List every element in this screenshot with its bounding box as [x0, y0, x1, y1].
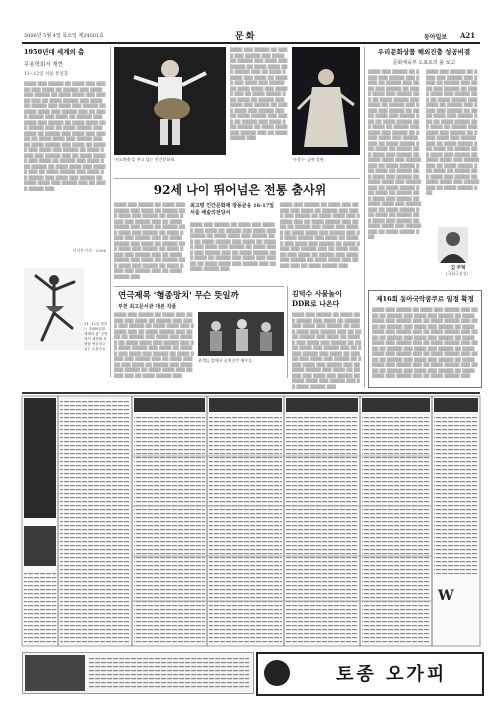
main-story-headline: 92세 나이 뛰어넘은 전통 춤사위: [153, 183, 327, 197]
header-section: 문화: [235, 32, 257, 42]
ballet-dancer-figure: [24, 268, 84, 350]
bottom-left-ads-pattern: [23, 653, 253, 693]
left-column-body: ▒▒▒▒ ▒▒▒ ▒▒▒▒▒ ▒▒ ▒▒▒▒ ▒▒▒ ▒▒▒▒▒ ▒▒▒ ▒▒▒▒ ▒▒ ▒▒▒▒▒ ▒▒▒ ▒▒▒▒ ▒▒▒ ▒▒▒▒▒ ▒▒ ▒▒▒▒ ▒▒▒▒ ▒▒▒ ▒▒▒▒▒ ▒▒▒ ▒▒ ▒▒▒▒ ▒▒▒▒▒ ▒▒▒ ▒▒▒▒ ▒▒ ▒▒▒▒▒ ▒▒▒ ▒▒▒▒ ▒▒▒ ▒▒▒▒▒ ▒▒ ▒▒▒▒ ▒▒▒▒ ▒▒▒ ▒▒▒▒▒ ▒▒▒ ▒▒ ▒▒▒▒ ▒▒▒▒▒ ▒▒▒ ▒▒▒▒ ▒▒ ▒▒▒▒▒ ▒▒▒ ▒▒▒▒ ▒▒▒ ▒▒▒▒▒ ▒▒ ▒▒▒▒ ▒▒▒▒ ▒▒▒ ▒▒▒▒▒ ▒▒▒ ▒▒ ▒▒▒▒ ▒▒▒▒▒ ▒▒▒ ▒▒▒▒ ▒▒ ▒▒▒▒▒ ▒▒▒ ▒▒▒▒ ▒▒▒ ▒▒▒▒▒ ▒▒ ▒▒▒▒ ▒▒▒▒ ▒▒▒ ▒▒▒▒▒ ▒▒▒ ▒▒ ▒▒▒▒ ▒▒▒▒▒ ▒▒▒ ▒▒▒▒ ▒▒ ▒▒▒▒▒ ▒▒▒ ▒▒▒▒ ▒▒▒ ▒▒▒▒▒ ▒▒ ▒▒▒▒ ▒▒▒▒ ▒▒▒ ▒▒▒▒▒ ▒▒▒ ▒▒ ▒▒▒▒ ▒▒▒▒▒ ▒▒▒ ▒▒▒▒ ▒▒ ▒▒▒▒▒ ▒▒▒ ▒▒▒▒ ▒▒▒ ▒▒▒▒▒ ▒▒ ▒▒▒▒ ▒▒▒▒ ▒▒▒ ▒▒▒▒▒ ▒▒▒ ▒▒ ▒▒▒▒ ▒▒▒▒▒ ▒▒▒ ▒▒▒▒ ▒▒ ▒▒▒▒▒ ▒▒▒ ▒▒▒▒ ▒▒▒ ▒▒▒▒▒ ▒▒ ▒▒▒▒ ▒▒▒▒ ▒▒▒ ▒▒▒▒▒ ▒▒▒ ▒▒ ▒▒▒▒ ▒▒▒▒▒ ▒▒▒: [24, 81, 106, 191]
ballet-photo-caption: 11∼12일 열리는 '1950년대 세계의 춤' 공연에서 재현될 작품을 연습하고 있는 무용수들.: [84, 322, 108, 351]
ad-side-mark: W: [438, 588, 454, 604]
theater-actors-figure: [198, 312, 284, 356]
right-column-divider: [364, 47, 365, 387]
main-story-column-1: ▒▒▒▒ ▒▒▒ ▒▒▒▒▒ ▒▒ ▒▒▒▒ ▒▒▒ ▒▒▒▒▒ ▒▒▒ ▒▒▒▒ ▒▒ ▒▒▒▒▒ ▒▒▒ ▒▒▒▒ ▒▒▒ ▒▒▒▒▒ ▒▒ ▒▒▒▒ ▒▒▒▒ ▒▒▒ ▒▒▒▒▒ ▒▒▒ ▒▒ ▒▒▒▒ ▒▒▒▒▒ ▒▒▒ ▒▒▒▒ ▒▒ ▒▒▒▒▒ ▒▒▒ ▒▒▒▒ ▒▒▒ ▒▒▒▒▒ ▒▒ ▒▒▒▒ ▒▒▒▒ ▒▒▒ ▒▒▒▒▒ ▒▒▒ ▒▒ ▒▒▒▒ ▒▒▒▒▒ ▒▒▒ ▒▒▒▒ ▒▒ ▒▒▒▒▒ ▒▒▒ ▒▒▒▒ ▒▒▒ ▒▒▒▒▒ ▒▒ ▒▒▒▒ ▒▒▒▒ ▒▒▒ ▒▒▒▒▒ ▒▒▒ ▒▒ ▒▒▒▒ ▒▒▒▒▒ ▒▒▒ ▒▒▒▒ ▒▒ ▒▒▒▒▒ ▒▒▒ ▒▒▒▒ ▒▒▒ ▒▒▒▒▒ ▒▒ ▒▒▒▒ ▒▒▒▒ ▒▒▒ ▒▒▒▒▒ ▒▒▒ ▒▒ ▒▒▒▒ ▒▒▒▒▒ ▒▒▒: [114, 202, 185, 279]
drum-photo-caption: '진도북춤'을 추고 있는 인간문화재.: [114, 157, 176, 162]
left-column-byline: 이지은기자 · 2006: [72, 248, 106, 253]
theater-story-headline: 연극제목 '형종망치' 무슨 뜻일까: [118, 291, 239, 301]
theater-photo: [198, 312, 284, 356]
stage-performer-figure: [292, 47, 360, 155]
left-column: [24, 47, 106, 254]
competition-box: [368, 290, 482, 388]
stage-photo-caption: '무목수' 공연 장면.: [292, 157, 326, 162]
stage-performance-photo: [292, 47, 360, 155]
header-rule: [22, 42, 480, 44]
left-column-note: 11∼12일 서울 통일홀: [24, 72, 69, 77]
classified-ads-grid: [22, 396, 480, 646]
bottom-left-ads: [22, 652, 254, 694]
left-column-subtitle: 무용학회서 재현: [24, 62, 63, 68]
ddr-story-divider: [287, 286, 288, 378]
main-story-column-2: ▒▒▒▒ ▒▒▒ ▒▒▒▒▒ ▒▒ ▒▒▒▒ ▒▒▒ ▒▒▒▒▒ ▒▒▒ ▒▒▒▒ ▒▒ ▒▒▒▒▒ ▒▒▒ ▒▒▒▒ ▒▒▒ ▒▒▒▒▒ ▒▒ ▒▒▒▒ ▒▒▒▒ ▒▒▒ ▒▒▒▒▒ ▒▒▒ ▒▒ ▒▒▒▒ ▒▒▒▒▒ ▒▒▒ ▒▒▒▒ ▒▒ ▒▒▒▒▒ ▒▒▒ ▒▒▒▒ ▒▒▒ ▒▒▒▒▒ ▒▒ ▒▒▒▒ ▒▒▒▒ ▒▒▒ ▒▒▒▒▒ ▒▒▒ ▒▒ ▒▒▒▒ ▒▒▒▒▒ ▒▒▒ ▒▒▒▒ ▒▒ ▒▒▒▒▒ ▒▒▒ ▒▒▒▒ ▒▒▒ ▒▒▒▒▒ ▒▒ ▒▒▒▒ ▒▒▒▒ ▒▒▒ ▒▒▒▒▒ ▒▒▒ ▒▒ ▒▒▒▒ ▒▒▒▒▒ ▒▒▒: [190, 222, 276, 271]
theater-photo-caption: 관객들 앞에서 공연중인 배우들.: [198, 358, 254, 363]
bottom-banner-ad: [256, 652, 484, 696]
header-page-number: A21: [460, 31, 476, 40]
top-middle-text: ▒▒▒▒ ▒▒▒ ▒▒▒▒▒ ▒▒ ▒▒▒▒ ▒▒▒ ▒▒▒▒▒ ▒▒▒ ▒▒▒▒ ▒▒ ▒▒▒▒▒ ▒▒▒ ▒▒▒▒ ▒▒▒ ▒▒▒▒▒ ▒▒ ▒▒▒▒ ▒▒▒▒ ▒▒▒ ▒▒▒▒▒ ▒▒▒ ▒▒ ▒▒▒▒ ▒▒▒▒▒ ▒▒▒ ▒▒▒▒ ▒▒ ▒▒▒▒▒ ▒▒▒ ▒▒▒▒ ▒▒▒ ▒▒▒▒▒ ▒▒ ▒▒▒▒ ▒▒▒▒ ▒▒▒ ▒▒▒▒▒ ▒▒▒ ▒▒ ▒▒▒▒ ▒▒▒▒▒ ▒▒▒ ▒▒▒▒ ▒▒ ▒▒▒▒▒ ▒▒▒ ▒▒▒▒ ▒▒▒ ▒▒▒▒▒ ▒▒ ▒▒▒▒ ▒▒▒▒ ▒▒▒ ▒▒▒▒▒ ▒▒▒ ▒▒ ▒▒▒▒ ▒▒▒▒▒ ▒▒▒ ▒▒▒▒ ▒▒ ▒▒▒▒▒ ▒▒▒ ▒▒▒▒ ▒▒▒ ▒▒▒▒▒ ▒▒ ▒▒▒▒ ▒▒▒▒ ▒▒▒ ▒▒▒▒▒ ▒▒▒ ▒▒ ▒▒▒▒ ▒▒▒▒▒ ▒▒▒: [230, 47, 288, 140]
theater-story-body: ▒▒▒▒ ▒▒▒ ▒▒▒▒▒ ▒▒ ▒▒▒▒ ▒▒▒ ▒▒▒▒▒ ▒▒▒ ▒▒▒▒ ▒▒ ▒▒▒▒▒ ▒▒▒ ▒▒▒▒ ▒▒▒ ▒▒▒▒▒ ▒▒ ▒▒▒▒ ▒▒▒▒ ▒▒▒ ▒▒▒▒▒ ▒▒▒ ▒▒ ▒▒▒▒ ▒▒▒▒▒ ▒▒▒ ▒▒▒▒ ▒▒ ▒▒▒▒▒ ▒▒▒ ▒▒▒▒ ▒▒▒ ▒▒▒▒▒ ▒▒ ▒▒▒▒ ▒▒▒▒ ▒▒▒ ▒▒▒▒▒ ▒▒▒ ▒▒ ▒▒▒▒ ▒▒▒▒▒ ▒▒▒ ▒▒▒▒ ▒▒ ▒▒▒▒▒ ▒▒▒ ▒▒▒▒ ▒▒▒ ▒▒▒▒▒ ▒▒ ▒▒▒▒ ▒▒▒▒ ▒▒▒ ▒▒▒▒▒ ▒▒▒ ▒▒ ▒▒▒▒ ▒▒▒▒▒ ▒▒▒ ▒▒▒▒ ▒▒ ▒▒▒▒▒ ▒▒▒ ▒▒▒▒ ▒▒▒ ▒▒▒▒▒ ▒▒ ▒▒▒▒ ▒▒▒▒ ▒▒▒ ▒▒▒▒▒ ▒▒▒ ▒▒ ▒▒▒▒ ▒▒▒▒▒ ▒▒▒: [114, 312, 194, 378]
main-story-top-rule: [114, 178, 360, 179]
ddr-story-headline: 김덕수 사물놀이 DDR로 나온다: [292, 289, 342, 308]
banner-logo-icon: [264, 660, 290, 686]
competition-title: 제16회 동아국악콩쿠르 일정 확정: [376, 295, 474, 303]
ads-top-rule: [22, 392, 480, 394]
main-story-subhead: 최고령 인간문화재 장동균옹 16-17일 서울 예술의전당서: [190, 203, 275, 216]
left-column-title: 1950년대 세계의 춤: [24, 48, 85, 56]
portrait-person-icon: [438, 227, 468, 263]
header-masthead: 동아일보: [424, 34, 448, 41]
ddr-story-body: ▒▒▒▒ ▒▒▒ ▒▒▒▒▒ ▒▒ ▒▒▒▒ ▒▒▒ ▒▒▒▒▒ ▒▒▒ ▒▒▒▒ ▒▒ ▒▒▒▒▒ ▒▒▒ ▒▒▒▒ ▒▒▒ ▒▒▒▒▒ ▒▒ ▒▒▒▒ ▒▒▒▒ ▒▒▒ ▒▒▒▒▒ ▒▒▒ ▒▒ ▒▒▒▒ ▒▒▒▒▒ ▒▒▒ ▒▒▒▒ ▒▒ ▒▒▒▒▒ ▒▒▒ ▒▒▒▒ ▒▒▒ ▒▒▒▒▒ ▒▒ ▒▒▒▒ ▒▒▒▒ ▒▒▒ ▒▒▒▒▒ ▒▒▒ ▒▒ ▒▒▒▒ ▒▒▒▒▒ ▒▒▒ ▒▒▒▒ ▒▒ ▒▒▒▒▒ ▒▒▒ ▒▒▒▒ ▒▒▒ ▒▒▒▒▒ ▒▒ ▒▒▒▒ ▒▒▒▒ ▒▒▒ ▒▒▒▒▒ ▒▒▒ ▒▒ ▒▒▒▒ ▒▒▒▒▒ ▒▒▒ ▒▒▒▒ ▒▒ ▒▒▒▒▒ ▒▒▒ ▒▒▒▒ ▒▒▒ ▒▒▒▒▒ ▒▒ ▒▒▒▒ ▒▒▒▒ ▒▒▒ ▒▒▒▒▒ ▒▒▒ ▒▒ ▒▒▒▒ ▒▒▒▒▒ ▒▒▒: [292, 312, 362, 389]
top-right-body-right: ▒▒▒▒ ▒▒▒ ▒▒▒▒▒ ▒▒ ▒▒▒▒ ▒▒▒ ▒▒▒▒▒ ▒▒▒ ▒▒▒▒ ▒▒ ▒▒▒▒▒ ▒▒▒ ▒▒▒▒ ▒▒▒ ▒▒▒▒▒ ▒▒ ▒▒▒▒ ▒▒▒▒ ▒▒▒ ▒▒▒▒▒ ▒▒▒ ▒▒ ▒▒▒▒ ▒▒▒▒▒ ▒▒▒ ▒▒▒▒ ▒▒ ▒▒▒▒▒ ▒▒▒ ▒▒▒▒ ▒▒▒ ▒▒▒▒▒ ▒▒ ▒▒▒▒ ▒▒▒▒ ▒▒▒ ▒▒▒▒▒ ▒▒▒ ▒▒ ▒▒▒▒ ▒▒▒▒▒ ▒▒▒ ▒▒▒▒ ▒▒ ▒▒▒▒▒ ▒▒▒ ▒▒▒▒ ▒▒▒ ▒▒▒▒▒ ▒▒ ▒▒▒▒ ▒▒▒▒ ▒▒▒ ▒▒▒▒▒ ▒▒▒ ▒▒ ▒▒▒▒ ▒▒▒▒▒ ▒▒▒ ▒▒▒▒ ▒▒ ▒▒▒▒▒ ▒▒▒ ▒▒▒▒ ▒▒▒ ▒▒▒▒▒ ▒▒ ▒▒▒▒ ▒▒▒▒ ▒▒▒ ▒▒▒▒▒ ▒▒▒ ▒▒ ▒▒▒▒ ▒▒▒▒▒ ▒▒▒ ▒▒▒▒ ▒▒ ▒▒▒▒▒ ▒▒▒ ▒▒▒▒ ▒▒▒ ▒▒▒▒▒ ▒▒ ▒▒▒▒ ▒▒▒▒ ▒▒▒ ▒▒▒▒▒ ▒▒▒ ▒▒ ▒▒▒▒ ▒▒▒▒▒ ▒▒▒: [426, 69, 480, 195]
drum-dance-photo: [114, 47, 226, 155]
main-story-column-3: ▒▒▒▒ ▒▒▒ ▒▒▒▒▒ ▒▒ ▒▒▒▒ ▒▒▒ ▒▒▒▒▒ ▒▒▒ ▒▒▒▒ ▒▒ ▒▒▒▒▒ ▒▒▒ ▒▒▒▒ ▒▒▒ ▒▒▒▒▒ ▒▒ ▒▒▒▒ ▒▒▒▒ ▒▒▒ ▒▒▒▒▒ ▒▒▒ ▒▒ ▒▒▒▒ ▒▒▒▒▒ ▒▒▒ ▒▒▒▒ ▒▒ ▒▒▒▒▒ ▒▒▒ ▒▒▒▒ ▒▒▒ ▒▒▒▒▒ ▒▒ ▒▒▒▒ ▒▒▒▒ ▒▒▒ ▒▒▒▒▒ ▒▒▒ ▒▒ ▒▒▒▒ ▒▒▒▒▒ ▒▒▒ ▒▒▒▒ ▒▒ ▒▒▒▒▒ ▒▒▒ ▒▒▒▒ ▒▒▒ ▒▒▒▒▒ ▒▒ ▒▒▒▒ ▒▒▒▒ ▒▒▒ ▒▒▒▒▒ ▒▒▒ ▒▒ ▒▒▒▒ ▒▒▒▒▒ ▒▒▒ ▒▒▒▒ ▒▒ ▒▒▒▒▒ ▒▒▒ ▒▒▒▒ ▒▒▒ ▒▒▒▒▒ ▒▒ ▒▒▒▒ ▒▒▒▒ ▒▒▒ ▒▒▒▒▒ ▒▒▒ ▒▒ ▒▒▒▒ ▒▒▒▒▒ ▒▒▒: [280, 202, 360, 268]
top-right-story: [368, 47, 480, 276]
theater-story-top-rule: [114, 286, 284, 287]
top-right-subtitle: 문화체육부 도표로의 올 보고: [392, 60, 456, 66]
top-right-title: 우리문화상품 해외진출 성공비결: [377, 48, 471, 56]
author-portrait: [438, 227, 468, 263]
header-date: 2006년 5월 4일 목요일 제24501호: [24, 33, 104, 39]
classified-ads-pattern: [22, 396, 480, 646]
ballet-photo: [24, 268, 84, 350]
portrait-name: 김 주혁: [450, 266, 466, 271]
theater-story-subhead: 부천 최고문서관 대본 작품: [118, 304, 177, 310]
bottom-banner-text: 토종 오가피: [336, 664, 448, 685]
left-column-divider: [110, 47, 111, 377]
drum-dancer-figure: [114, 47, 226, 155]
portrait-role: (국립극장장): [445, 271, 469, 276]
top-right-body-left: ▒▒▒▒ ▒▒▒ ▒▒▒▒▒ ▒▒ ▒▒▒▒ ▒▒▒ ▒▒▒▒▒ ▒▒▒ ▒▒▒▒ ▒▒ ▒▒▒▒▒ ▒▒▒ ▒▒▒▒ ▒▒▒ ▒▒▒▒▒ ▒▒ ▒▒▒▒ ▒▒▒▒ ▒▒▒ ▒▒▒▒▒ ▒▒▒ ▒▒ ▒▒▒▒ ▒▒▒▒▒ ▒▒▒ ▒▒▒▒ ▒▒ ▒▒▒▒▒ ▒▒▒ ▒▒▒▒ ▒▒▒ ▒▒▒▒▒ ▒▒ ▒▒▒▒ ▒▒▒▒ ▒▒▒ ▒▒▒▒▒ ▒▒▒ ▒▒ ▒▒▒▒ ▒▒▒▒▒ ▒▒▒ ▒▒▒▒ ▒▒ ▒▒▒▒▒ ▒▒▒ ▒▒▒▒ ▒▒▒ ▒▒▒▒▒ ▒▒ ▒▒▒▒ ▒▒▒▒ ▒▒▒ ▒▒▒▒▒ ▒▒▒ ▒▒ ▒▒▒▒ ▒▒▒▒▒ ▒▒▒ ▒▒▒▒ ▒▒ ▒▒▒▒▒ ▒▒▒ ▒▒▒▒ ▒▒▒ ▒▒▒▒▒ ▒▒ ▒▒▒▒ ▒▒▒▒ ▒▒▒ ▒▒▒▒▒ ▒▒▒ ▒▒ ▒▒▒▒ ▒▒▒▒▒ ▒▒▒ ▒▒▒▒ ▒▒ ▒▒▒▒▒ ▒▒▒ ▒▒▒▒ ▒▒▒ ▒▒▒▒▒ ▒▒ ▒▒▒▒ ▒▒▒▒ ▒▒▒ ▒▒▒▒▒ ▒▒▒ ▒▒ ▒▒▒▒ ▒▒▒▒▒ ▒▒▒ ▒▒▒▒ ▒▒ ▒▒▒▒▒ ▒▒▒ ▒▒▒▒ ▒▒▒ ▒▒▒▒▒ ▒▒ ▒▒▒▒ ▒▒▒▒ ▒▒▒ ▒▒▒▒▒ ▒▒▒ ▒▒ ▒▒▒▒ ▒▒▒▒▒ ▒▒▒ ▒▒▒▒ ▒▒ ▒▒▒▒▒ ▒▒▒ ▒▒▒▒ ▒▒▒ ▒▒▒▒▒ ▒▒ ▒▒▒▒ ▒▒▒▒ ▒▒▒ ▒▒▒▒▒ ▒▒▒ ▒▒ ▒▒▒▒ ▒▒▒▒▒ ▒▒▒: [368, 69, 422, 239]
competition-body: ▒▒▒▒ ▒▒▒ ▒▒▒▒▒ ▒▒ ▒▒▒▒ ▒▒▒ ▒▒▒▒▒ ▒▒▒ ▒▒▒▒ ▒▒ ▒▒▒▒▒ ▒▒▒ ▒▒▒▒ ▒▒▒ ▒▒▒▒▒ ▒▒ ▒▒▒▒ ▒▒▒▒ ▒▒▒ ▒▒▒▒▒ ▒▒▒ ▒▒ ▒▒▒▒ ▒▒▒▒▒ ▒▒▒ ▒▒▒▒ ▒▒ ▒▒▒▒▒ ▒▒▒ ▒▒▒▒ ▒▒▒ ▒▒▒▒▒ ▒▒ ▒▒▒▒ ▒▒▒▒ ▒▒▒ ▒▒▒▒▒ ▒▒▒ ▒▒ ▒▒▒▒ ▒▒▒▒▒ ▒▒▒ ▒▒▒▒ ▒▒ ▒▒▒▒▒ ▒▒▒ ▒▒▒▒ ▒▒▒ ▒▒▒▒▒ ▒▒ ▒▒▒▒ ▒▒▒▒ ▒▒▒ ▒▒▒▒▒ ▒▒▒ ▒▒ ▒▒▒▒ ▒▒▒▒▒ ▒▒▒ ▒▒▒▒ ▒▒ ▒▒▒▒▒ ▒▒▒ ▒▒▒▒ ▒▒▒ ▒▒▒▒▒ ▒▒ ▒▒▒▒ ▒▒▒▒ ▒▒▒ ▒▒▒▒▒ ▒▒▒ ▒▒ ▒▒▒▒ ▒▒▒▒▒ ▒▒▒ ▒▒▒▒ ▒▒ ▒▒▒▒▒ ▒▒▒ ▒▒▒▒ ▒▒▒ ▒▒▒▒▒ ▒▒ ▒▒▒▒ ▒▒▒▒ ▒▒▒ ▒▒▒▒▒ ▒▒▒ ▒▒ ▒▒▒▒ ▒▒▒▒▒ ▒▒▒ ▒▒▒▒ ▒▒ ▒▒▒▒▒ ▒▒▒ ▒▒▒▒ ▒▒▒ ▒▒▒▒▒ ▒▒ ▒▒▒▒ ▒▒▒▒ ▒▒▒ ▒▒▒▒▒ ▒▒▒ ▒▒ ▒▒▒▒ ▒▒▒▒▒ ▒▒▒: [372, 307, 478, 378]
